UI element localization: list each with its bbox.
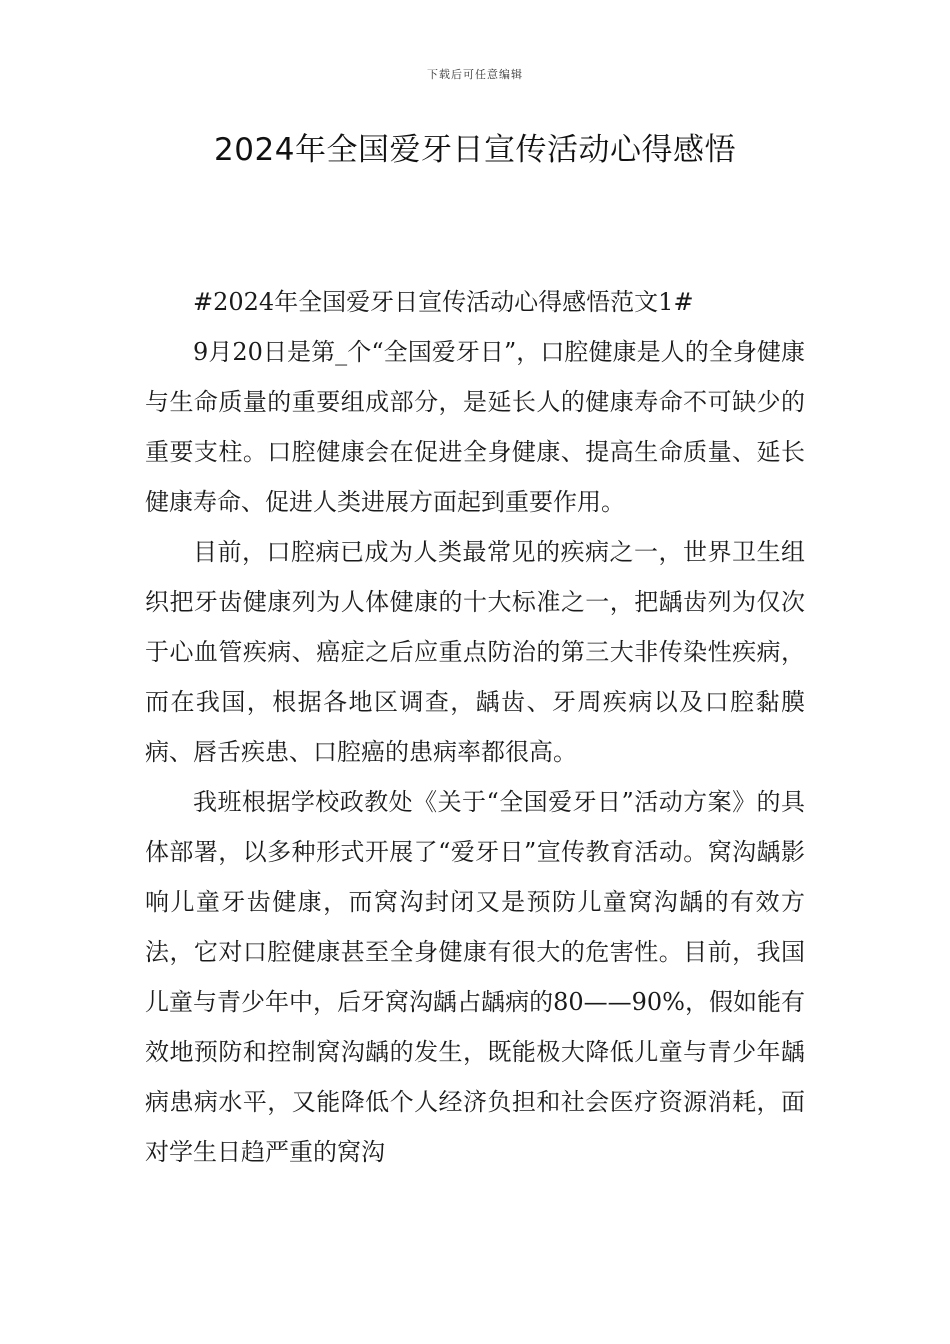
- paragraph: 目前，口腔病已成为人类最常见的疾病之一，世界卫生组织把牙齿健康列为人体健康的十大标准之一，把龋齿列为仅次于心血管疾病、癌症之后应重点防治的第三大非传染性疾病，而在我国，根据各地区调查，龋齿、牙周疾病以及口腔黏膜病、唇舌疾患、口腔癌的患病率都很高。: [145, 538, 805, 766]
- header-note: 下载后可任意编辑: [427, 68, 523, 81]
- paragraph: 我班根据学校政教处《关于“全国爱牙日”活动方案》的具体部署，以多种形式开展了“爱牙日”宣传教育活动。窝沟龋影响儿童牙齿健康，而窝沟封闭又是预防儿童窝沟龋的有效方法，它对口腔健康甚至全身健康有很大的危害性。目前，我国儿童与青少年中，后牙窝沟龋占龋病的80——90%，假如能有效地预防和控制窝沟龋的发生，既能极大降低儿童与青少年龋病患病水平，又能降低个人经济负担和社会医疗资源消耗，面对学生日趋严重的窝沟: [145, 788, 805, 1166]
- page-title: 2024年全国爱牙日宣传活动心得感悟: [214, 132, 736, 168]
- section-heading: #2024年全国爱牙日宣传活动心得感悟范文1#: [193, 288, 694, 316]
- document-body: [145, 277, 805, 1177]
- paragraph: 9月20日是第_个“全国爱牙日”，口腔健康是人的全身健康与生命质量的重要组成部分，是延长人的健康寿命不可缺少的重要支柱。口腔健康会在促进全身健康、提高生命质量、延长健康寿命、促进人类进展方面起到重要作用。: [145, 338, 805, 516]
